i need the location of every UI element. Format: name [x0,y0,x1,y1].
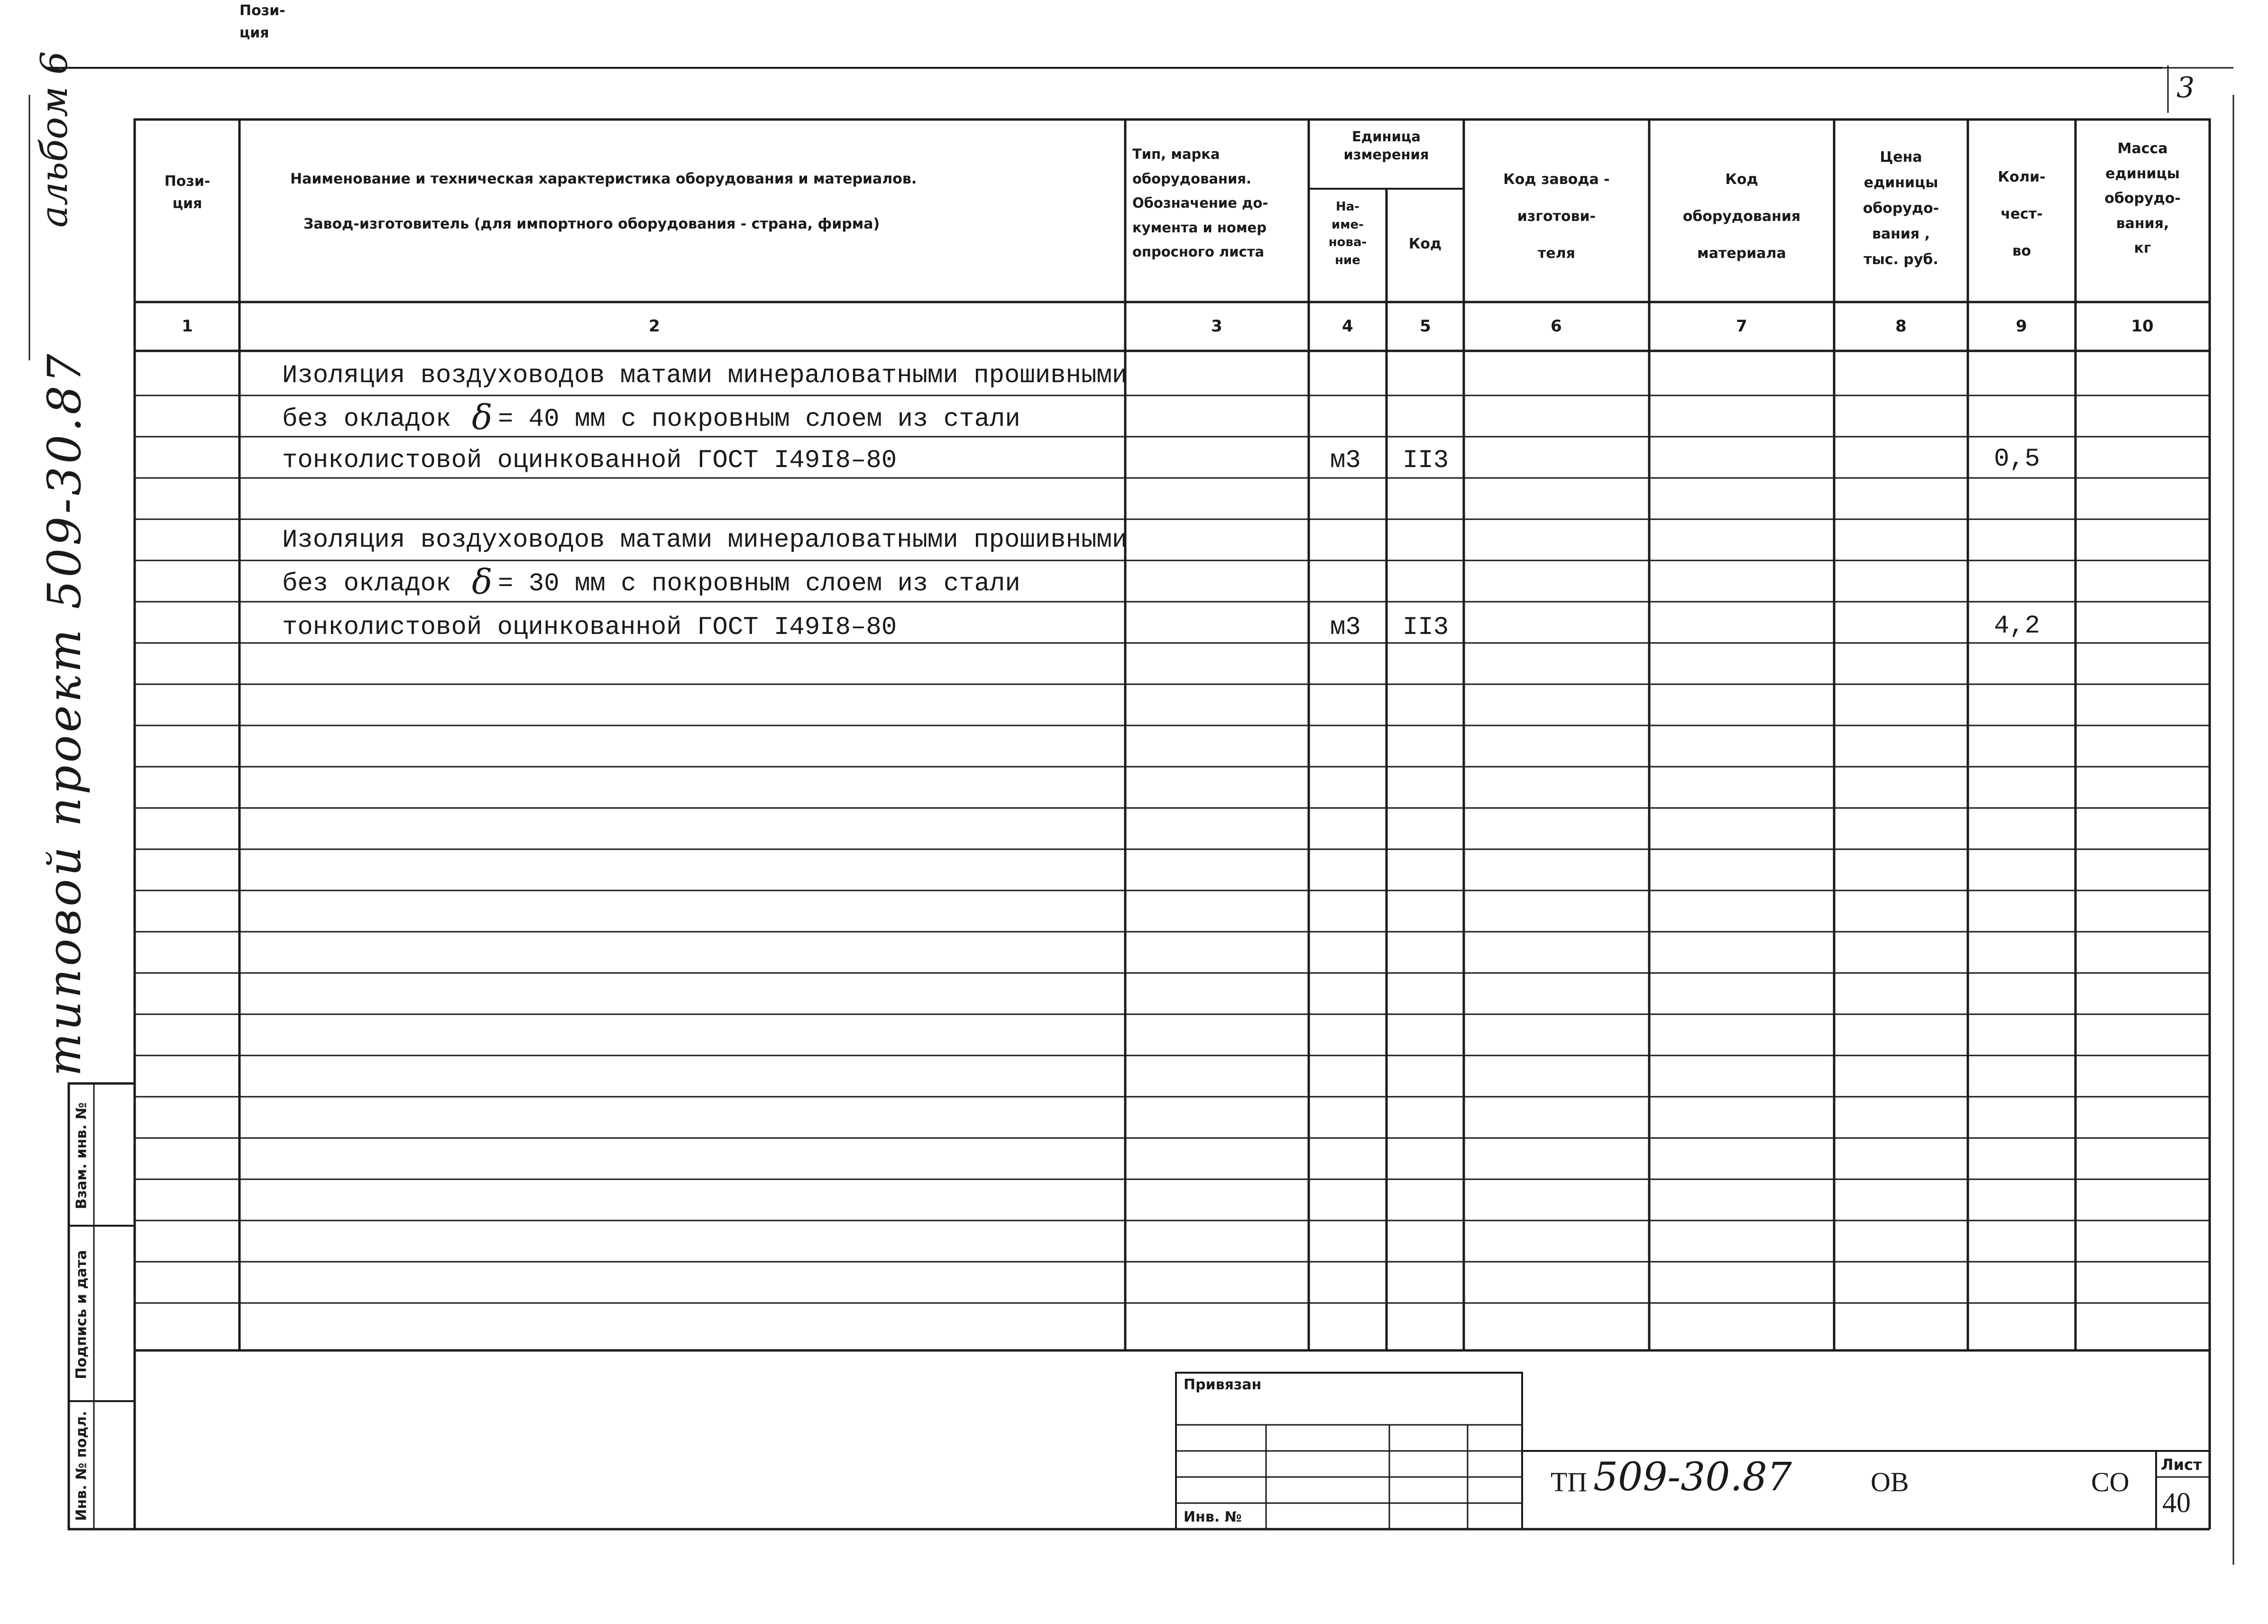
delta-symbol: δ [472,397,493,437]
header-factory-code: Код завода - изготови- теля [1503,171,1610,262]
title-ov: ОВ [1871,1467,1909,1497]
stamp-inv-no: Инв. № [1184,1509,1242,1525]
item-unit-code: II3 [1403,446,1449,475]
vzam-inv-label: Взам. инв. № [73,1102,90,1210]
item-description-line: тонколистовой оцинкованной ГОСТ I49I8–80 [282,613,897,642]
column-number: 2 [649,317,660,336]
item-unit: м3 [1330,613,1361,642]
item-description-line: без окладок [282,569,451,598]
item-unit-code: II3 [1403,613,1449,642]
item-description-line: Изоляция воздуховодов матами минераловатными прошивными [282,526,1128,555]
sheet-label: Лист [2161,1456,2202,1474]
column-number: 5 [1420,317,1431,336]
album-label: альбом 6 [33,51,76,228]
item-description-line: без окладок [282,405,451,434]
item-description-line: = 40 мм с покровным слоем из стали [498,405,1020,434]
header-manufacturer: Завод-изготовитель (для импортного оборудования - страна, фирма) [303,216,880,232]
header-position-label: Пози- ция [164,173,211,212]
title-tp: ТП [1551,1467,1588,1497]
signature-date-label: Подпись и дата [73,1250,90,1379]
column-number: 1 [182,317,193,336]
header-quantity: Коли- чест- во [1998,169,2046,259]
header-type: Тип, марка оборудования. Обозначение до- кумента и номер опросного листа [1132,146,1268,260]
header-unit-name: На- име- нова- ние [1328,200,1367,268]
title-co: СО [2091,1467,2130,1497]
column-number: 3 [1211,317,1222,336]
item-description-line: Изоляция воздуховодов матами минераловатными прошивными [282,361,1128,390]
column-number: 4 [1342,317,1353,336]
item-unit: м3 [1330,446,1361,475]
column-number: 8 [1895,317,1907,336]
header-mass: Масса единицы оборудо- вания, кг [2104,140,2181,257]
title-project-number: 509-30.87 [1593,1455,1792,1500]
item-description-line: тонколистовой оцинкованной ГОСТ I49I8–80 [282,446,897,475]
delta-symbol: δ [472,562,493,602]
column-number: 10 [2131,317,2154,336]
header-name: Наименование и техническая характеристика оборудования и материалов. [290,171,917,187]
item-quantity: 4,2 [1994,612,2040,641]
header-unit-group: Единица измерения [1343,128,1429,163]
header-equipment-code: Код оборудования материала [1682,171,1801,262]
stamp-privyazan: Привязан [1184,1376,1262,1393]
inv-original-label: Инв. № подл. [73,1411,90,1521]
item-quantity: 0,5 [1994,445,2040,474]
project-label: типовой проект 509-30.87 [38,351,91,1076]
header-price: Цена единицы оборудо- вания , тыс. руб. [1863,149,1939,268]
corner-mark: 3 [2176,71,2195,104]
column-number: 7 [1736,317,1747,336]
column-number: 9 [2016,317,2027,336]
column-number: 6 [1551,317,1562,336]
header-unit-code: Код [1408,236,1442,252]
sheet-number: 40 [2162,1487,2191,1518]
item-description-line: = 30 мм с покровным слоем из стали [498,569,1020,598]
